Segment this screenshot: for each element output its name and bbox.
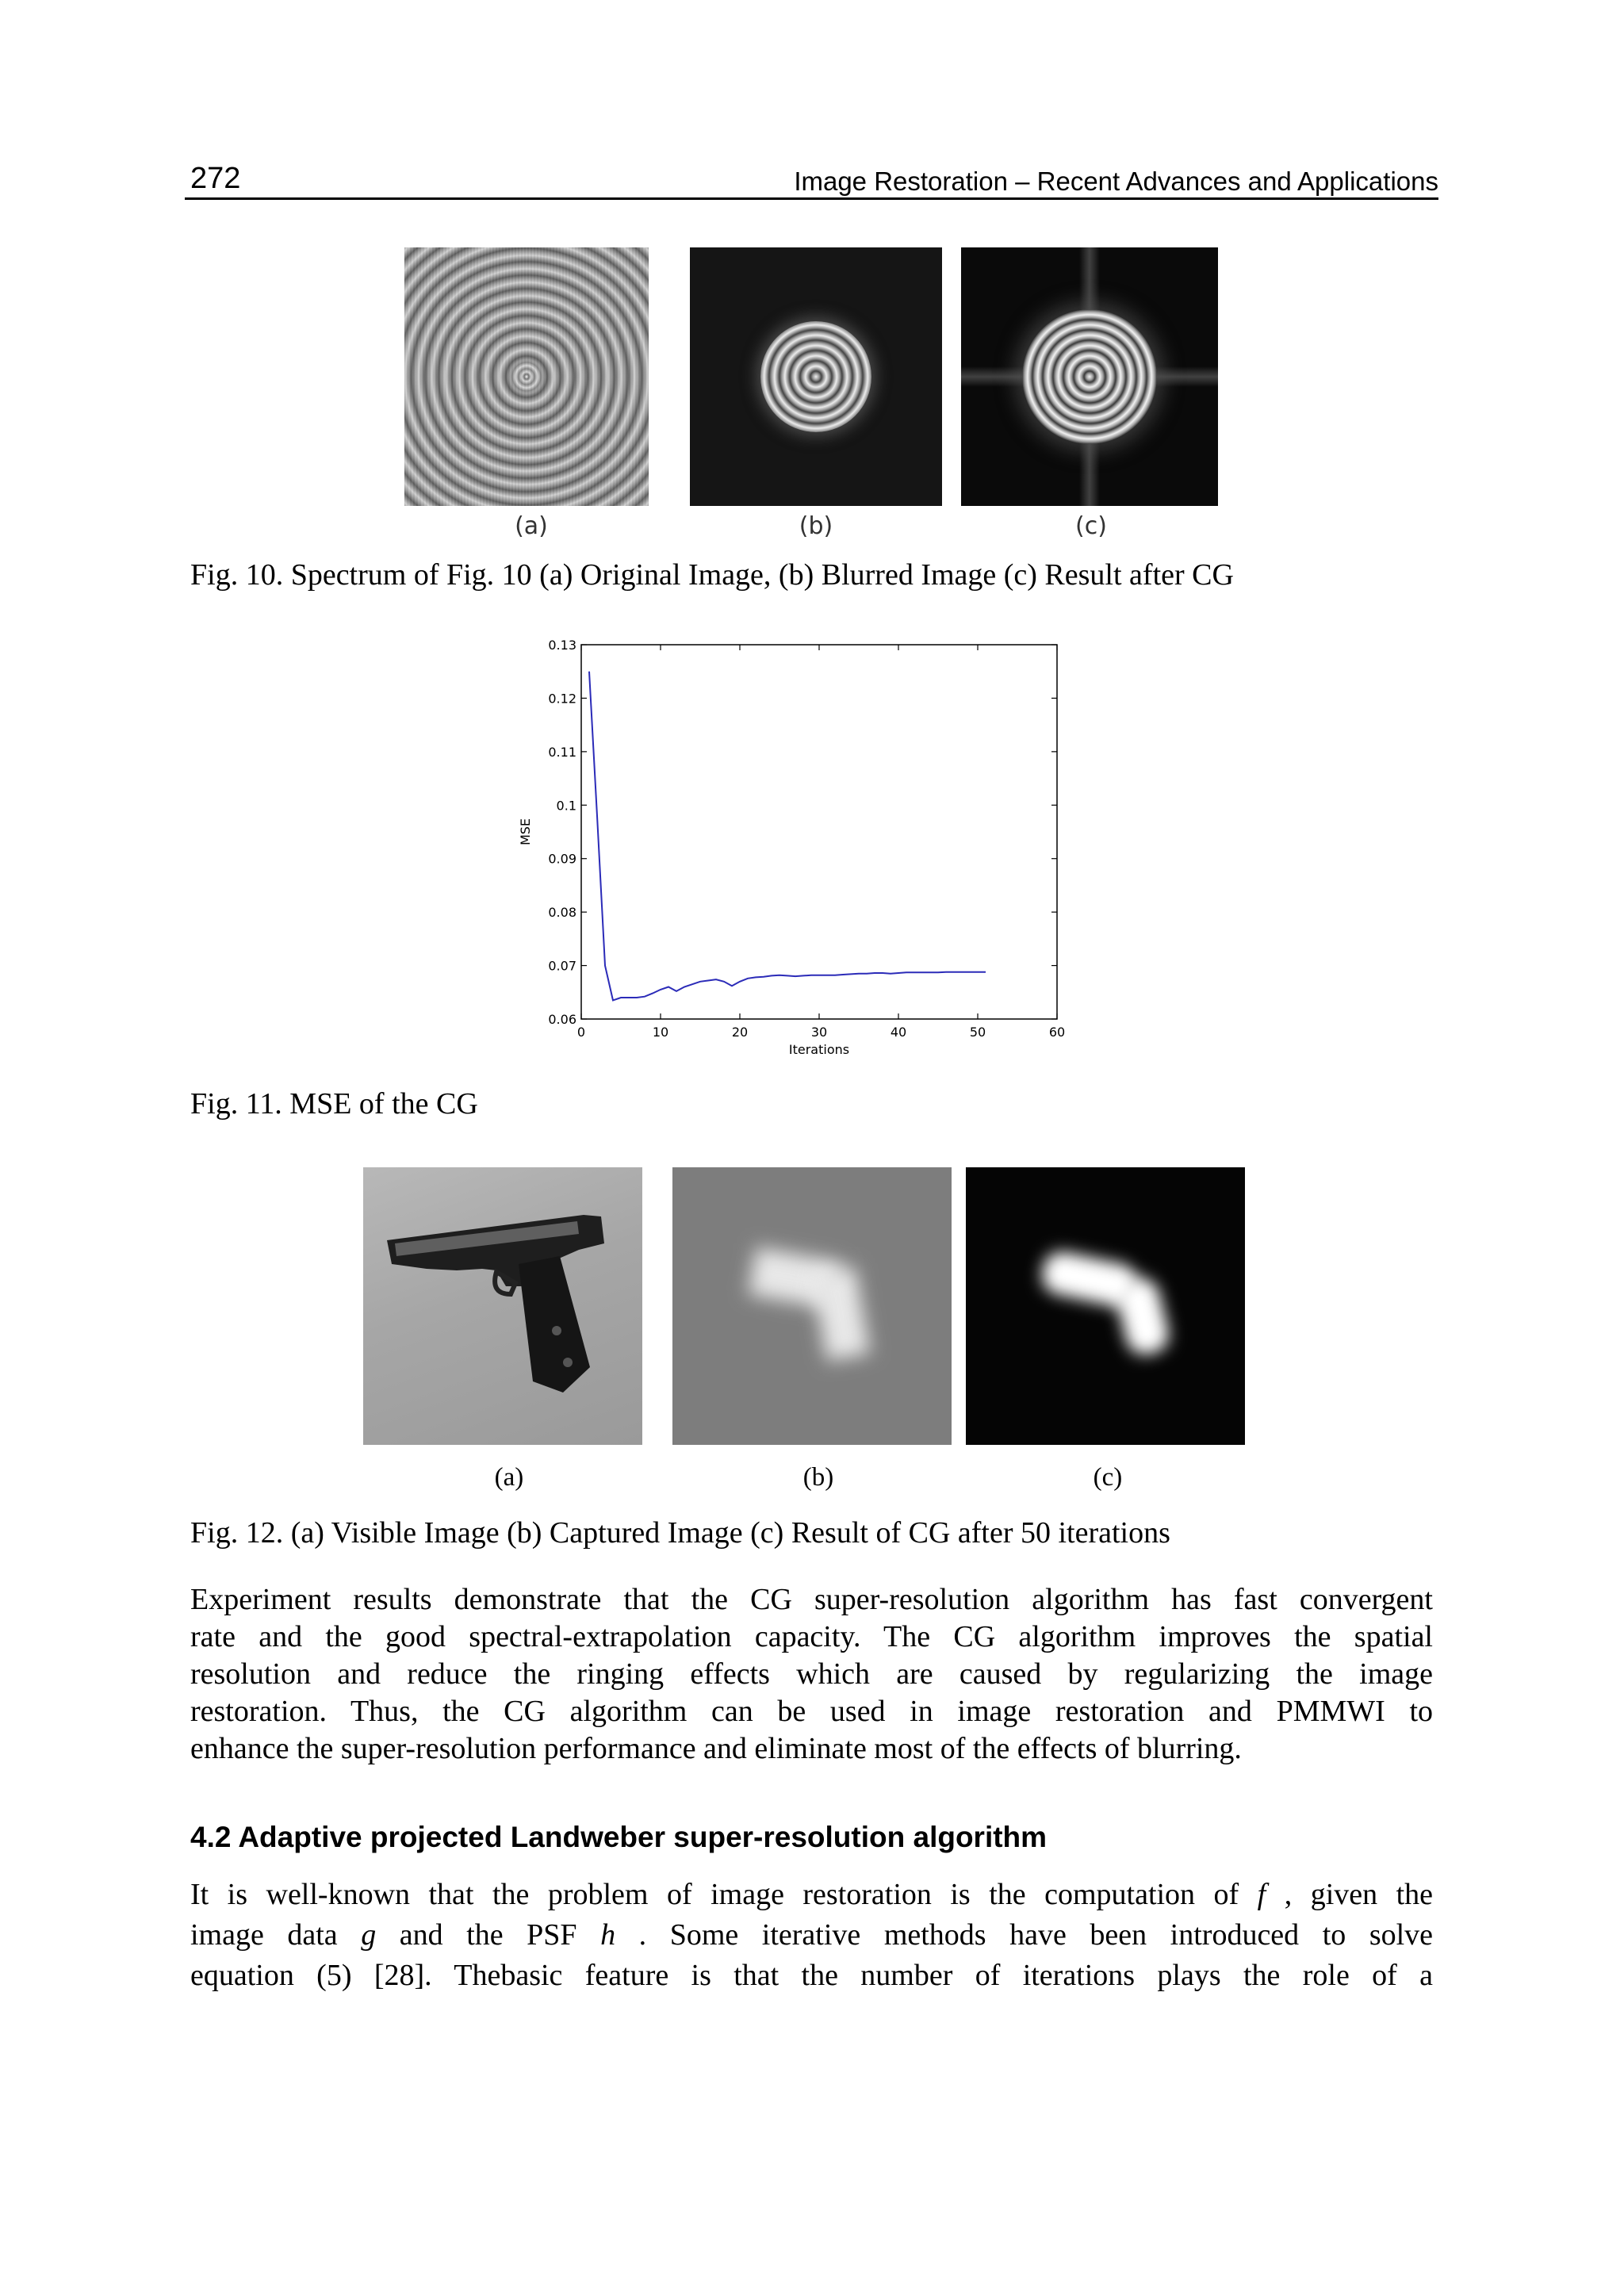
fig12-label-c: (c) <box>1093 1463 1123 1492</box>
fig10-label-b: (b) <box>799 512 833 540</box>
math-var-h: h <box>600 1918 616 1952</box>
fig11-caption: Fig. 11. MSE of the CG <box>190 1087 478 1121</box>
fig10-label-c: (c) <box>1075 512 1107 540</box>
paragraph-line: equation (5) [28]. Thebasic feature is that the number of iterations plays the role of a <box>190 1959 1433 1992</box>
paragraph-line: Experiment results demonstrate that the CG super-resolution algorithm has fast convergent <box>190 1583 1433 1616</box>
fig10-image-b <box>690 247 942 506</box>
y-tick-label: 0.07 <box>548 958 576 974</box>
y-tick-label: 0.06 <box>548 1012 576 1027</box>
x-tick-label: 30 <box>810 1025 828 1040</box>
fig12-image-c-result <box>966 1167 1245 1445</box>
y-tick-label: 0.1 <box>556 798 576 814</box>
y-axis-label: MSE <box>518 818 533 846</box>
fig10-image-a <box>404 247 649 506</box>
y-tick-label: 0.12 <box>548 691 576 707</box>
paragraph-line: rate and the good spectral-extrapolation capacity. The CG algorithm improves the spatial <box>190 1620 1433 1653</box>
x-tick-label: 40 <box>890 1025 907 1040</box>
x-tick-label: 50 <box>969 1025 986 1040</box>
section-heading: 4.2 Adaptive projected Landweber super-resolution algorithm <box>190 1821 1048 1853</box>
math-var-f: f <box>1257 1878 1266 1911</box>
fig10-caption: Fig. 10. Spectrum of Fig. 10 (a) Original Image, (b) Blurred Image (c) Result after CG <box>190 558 1234 592</box>
page-number: 272 <box>190 162 241 195</box>
y-tick-label: 0.09 <box>548 851 576 867</box>
x-axis-label: Iterations <box>788 1042 850 1057</box>
x-tick-label: 60 <box>1048 1025 1066 1040</box>
fig12-image-b-captured <box>672 1167 952 1445</box>
fig12-caption: Fig. 12. (a) Visible Image (b) Captured Image (c) Result of CG after 50 iterations <box>190 1516 1170 1550</box>
y-tick-label: 0.11 <box>548 744 576 760</box>
x-tick-label: 20 <box>731 1025 749 1040</box>
pistol-icon <box>363 1167 642 1445</box>
math-var-g: g <box>361 1918 377 1952</box>
fig12-label-b: (b) <box>802 1463 834 1492</box>
fig12-label-a: (a) <box>494 1463 524 1492</box>
paragraph-line: image data g and the PSF h . Some iterative methods have been introduced to solve <box>190 1918 1434 1952</box>
paragraph-line: enhance the super-resolution performance and eliminate most of the effects of blurring. <box>190 1732 1242 1765</box>
paragraph-line: It is well-known that the problem of image restoration is the computation of f , given the <box>190 1878 1434 1911</box>
plot-frame <box>581 645 1057 1019</box>
fig10-label-a: (a) <box>515 512 548 540</box>
y-tick-label: 0.08 <box>548 905 576 921</box>
header-rule <box>185 197 1438 200</box>
body-paragraph-2 <box>190 1875 1433 1996</box>
x-tick-label: 0 <box>576 1025 586 1040</box>
x-tick-label: 10 <box>652 1025 669 1040</box>
y-tick-label: 0.13 <box>548 638 576 653</box>
mse-chart <box>508 626 1078 1071</box>
body-paragraph-1 <box>190 1581 1433 1768</box>
fig10-image-c <box>961 247 1218 506</box>
running-header-title: Image Restoration – Recent Advances and Applications <box>794 167 1438 196</box>
fig12-image-a-visible <box>363 1167 642 1445</box>
paragraph-line: restoration. Thus, the CG algorithm can be used in image restoration and PMMWI to <box>190 1695 1433 1728</box>
paragraph-line: resolution and reduce the ringing effects which are caused by regularizing the image <box>190 1657 1433 1691</box>
